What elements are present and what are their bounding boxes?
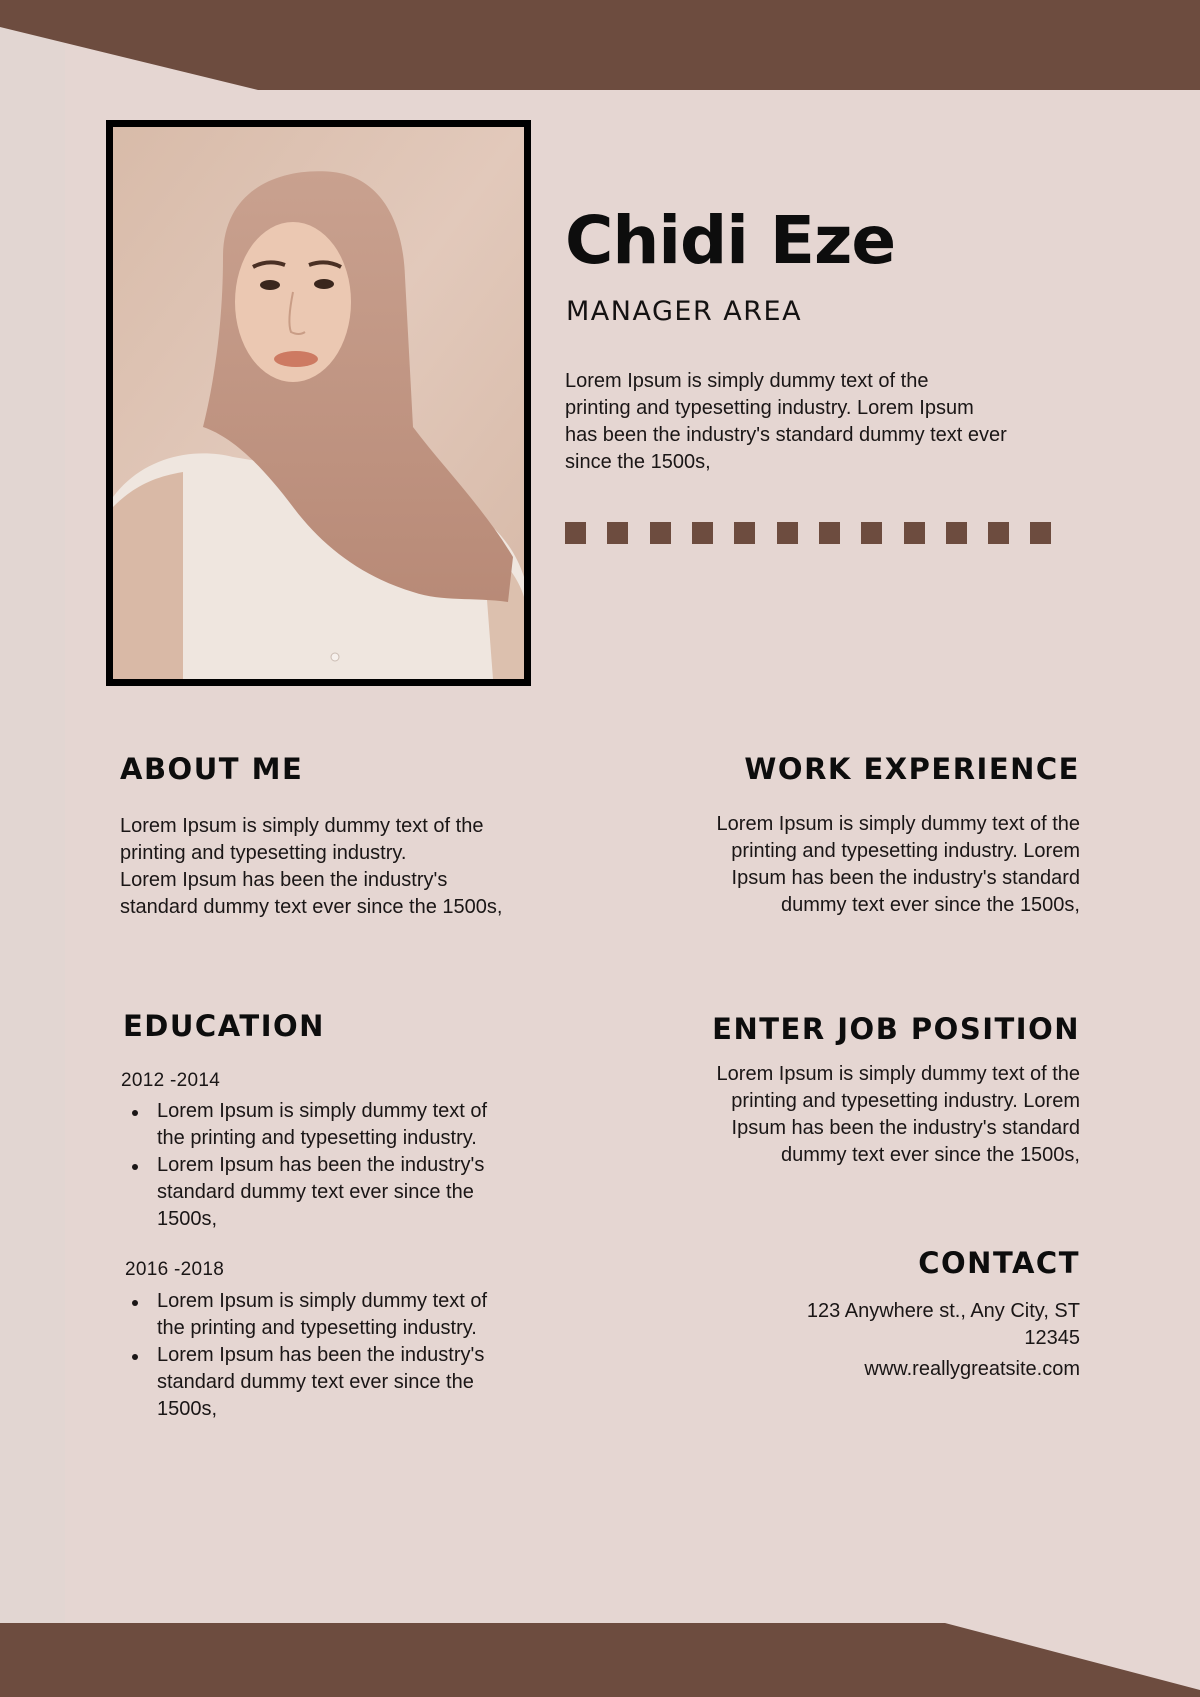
- work-experience-text: [717, 811, 1080, 919]
- education-dates: 2012 -2014: [121, 1070, 221, 1091]
- square-decoration: [692, 522, 713, 544]
- candidate-name: Chidi Eze: [565, 202, 896, 279]
- contact-heading: CONTACT: [918, 1246, 1080, 1280]
- square-decoration: [819, 522, 840, 544]
- about-heading: ABOUT ME: [120, 752, 304, 786]
- education-bullet: Lorem Ipsum is simply dummy text of the printing and typesetting industry.: [120, 1098, 487, 1152]
- work-line: dummy text ever since the 1500s,: [780, 894, 1080, 916]
- background-shade: [0, 0, 65, 1697]
- job-position-heading: ENTER JOB POSITION: [712, 1012, 1080, 1046]
- education-bullet: Lorem Ipsum has been the industry's standard dummy text ever since the 1500s,: [120, 1342, 487, 1423]
- about-line: printing and typesetting industry.: [120, 842, 407, 864]
- square-decoration: [988, 522, 1009, 544]
- intro-line: printing and typesetting industry. Lorem Ipsum: [565, 397, 974, 419]
- square-decoration: [904, 522, 925, 544]
- intro-text: [565, 368, 1065, 476]
- address-line: 12345: [1024, 1327, 1080, 1349]
- address-line: 123 Anywhere st., Any City, ST: [806, 1300, 1080, 1322]
- contact-address: [807, 1298, 1080, 1352]
- job-line: dummy text ever since the 1500s,: [780, 1144, 1080, 1166]
- about-text: [120, 813, 502, 921]
- job-position-text: [717, 1061, 1080, 1169]
- about-line: Lorem Ipsum is simply dummy text of the: [120, 815, 484, 837]
- intro-line: has been the industry's standard dummy text ever: [565, 424, 1007, 446]
- education-bullet: Lorem Ipsum is simply dummy text of the printing and typesetting industry.: [120, 1288, 487, 1342]
- contact-website[interactable]: www.reallygreatsite.com: [864, 1358, 1080, 1380]
- work-line: printing and typesetting industry. Lorem: [731, 840, 1080, 862]
- about-line: standard dummy text ever since the 1500s,: [120, 896, 503, 918]
- education-bullets: [120, 1098, 487, 1233]
- work-line: Lorem Ipsum is simply dummy text of the: [716, 813, 1080, 835]
- job-line: Lorem Ipsum is simply dummy text of the: [716, 1063, 1080, 1085]
- square-decoration: [565, 522, 586, 544]
- bottom-decorative-band: [0, 1620, 1200, 1697]
- intro-line: since the 1500s,: [565, 451, 711, 473]
- square-decoration: [946, 522, 967, 544]
- square-decoration: [734, 522, 755, 544]
- job-line: printing and typesetting industry. Lorem: [731, 1090, 1080, 1112]
- profile-photo: [113, 127, 524, 679]
- portrait-illustration: [113, 127, 524, 679]
- square-decoration: [607, 522, 628, 544]
- education-heading: EDUCATION: [123, 1009, 325, 1043]
- education-bullet: Lorem Ipsum has been the industry's standard dummy text ever since the 1500s,: [120, 1152, 487, 1233]
- work-line: Ipsum has been the industry's standard: [731, 867, 1080, 889]
- square-decoration: [861, 522, 882, 544]
- about-line: Lorem Ipsum has been the industry's: [120, 869, 448, 891]
- top-decorative-band: [0, 0, 1200, 90]
- job-line: Ipsum has been the industry's standard: [731, 1117, 1080, 1139]
- intro-line: Lorem Ipsum is simply dummy text of the: [565, 370, 929, 392]
- work-experience-heading: WORK EXPERIENCE: [744, 752, 1080, 786]
- education-dates: 2016 -2018: [125, 1259, 225, 1280]
- photo-frame: [106, 120, 531, 686]
- square-decoration: [650, 522, 671, 544]
- square-decoration: [1030, 522, 1051, 544]
- square-decoration: [777, 522, 798, 544]
- candidate-role: MANAGER AREA: [566, 296, 803, 327]
- education-bullets: [120, 1288, 487, 1423]
